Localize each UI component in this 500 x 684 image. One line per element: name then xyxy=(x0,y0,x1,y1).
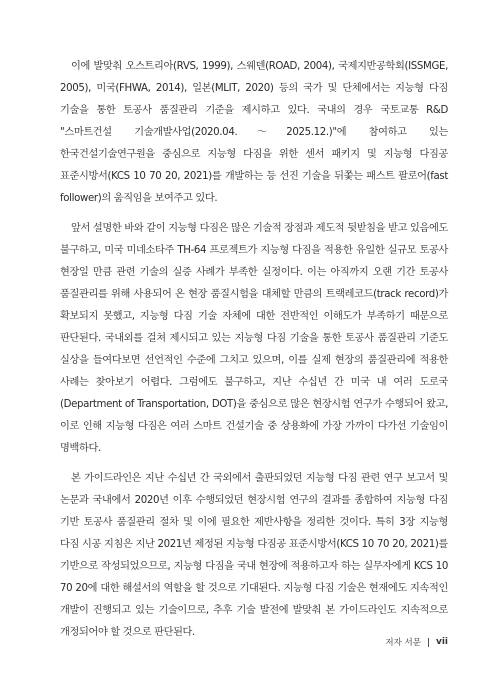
paragraph-3: 본 가이드라인은 지난 수십년 간 국외에서 출판되었던 지능형 다짐 관련 연구 보고서 및 논문과 국내에서 2020년 이후 수행되었던 현장시험 연구의 결과를 종합하여 지능형 다짐 기반 토공사 품질관리 절차 및 이에 필요한 제반사항을 정리한 것이다. 특히 3장 지능형 다짐 시공 지침은 지난 2021년 제정된 지능형 다짐공 표준시방서(KCS 10 70 20, 2021)를 기반으로 작성되었으므로, 지능형 다짐을 국내 현장에 적용하고자 하는 실무자에게 KCS 10 70 20에 대한 해설서의 역할을 할 것으로 기대된다. 지능형 다짐 기술은 현재에도 지속적인 개발이 진행되고 있는 기술이므로, 추후 기술 발전에 발맞춰 본 가이드라인도 지속적으로 개정되어야 할 것으로 판단된다. xyxy=(60,473,448,638)
footer-divider xyxy=(428,638,429,647)
page-footer xyxy=(385,636,448,648)
page-number: vii xyxy=(435,637,448,647)
paragraph-1: 이에 발맞춰 오스트리아(RVS, 1999), 스웨덴(ROAD, 2004), 국제지반공학회(ISSMGE, 2005), 미국(FHWA, 2014), 일본(MLIT, 2020) 등의 국가 및 단체에서는 지능형 다짐 기술을 통한 토공사 품질관리 기준을 제시하고 있다. 국내의 경우 국토교통 R&D "스마트건설 기술개발사업(2020.04.～2025.12.)"에 참여하고 있는 한국건설기술연구원을 중심으로 지능형 다짐을 위한 센서 패키지 및 지능형 다짐공 표준시방서(KCS 10 70 20, 2021)를 개발하는 등 선진 기술을 뒤쫓는 패스트 팔로어(fast follower)의 움직임을 보여주고 있다. xyxy=(60,61,448,204)
body-text xyxy=(60,56,448,652)
footer-section-label: 저자 서문 xyxy=(385,638,421,648)
paragraph-2: 앞서 설명한 바와 같이 지능형 다짐은 많은 기술적 장점과 제도적 뒷받침을 받고 있음에도 불구하고, 미국 미네소타주 TH-64 프로젝트가 지능형 다짐을 적용한 유일한 실규모 토공사 현장일 만큼 관련 기술의 실증 사례가 부족한 실정이다. 이는 아직까지 오랜 기간 토공사 품질관리를 위해 사용되어 온 현장 품질시험을 대체할 만큼의 트랙레코드(track record)가 확보되지 못했고, 지능형 다짐 기술 자체에 대한 전반적인 이해도가 부족하기 때문으로 판단된다. 국내외를 걸쳐 제시되고 있는 지능형 다짐 기술을 통한 토공사 품질관리 기준도 실상을 들여다보면 선언적인 수준에 그치고 있으며, 이를 실제 현장의 품질관리에 적용한 사례는 찾아보기 어렵다. 그럼에도 불구하고, 지난 수십년 간 미국 내 여러 도로국(Department of Transportation, DOT)을 중심으로 많은 현장시험 연구가 수행되어 왔고, 이로 인해 지능형 다짐은 여러 스마트 건설기술 중 상용화에 가장 가까이 다가선 기술임이 명백하다. xyxy=(60,223,448,454)
